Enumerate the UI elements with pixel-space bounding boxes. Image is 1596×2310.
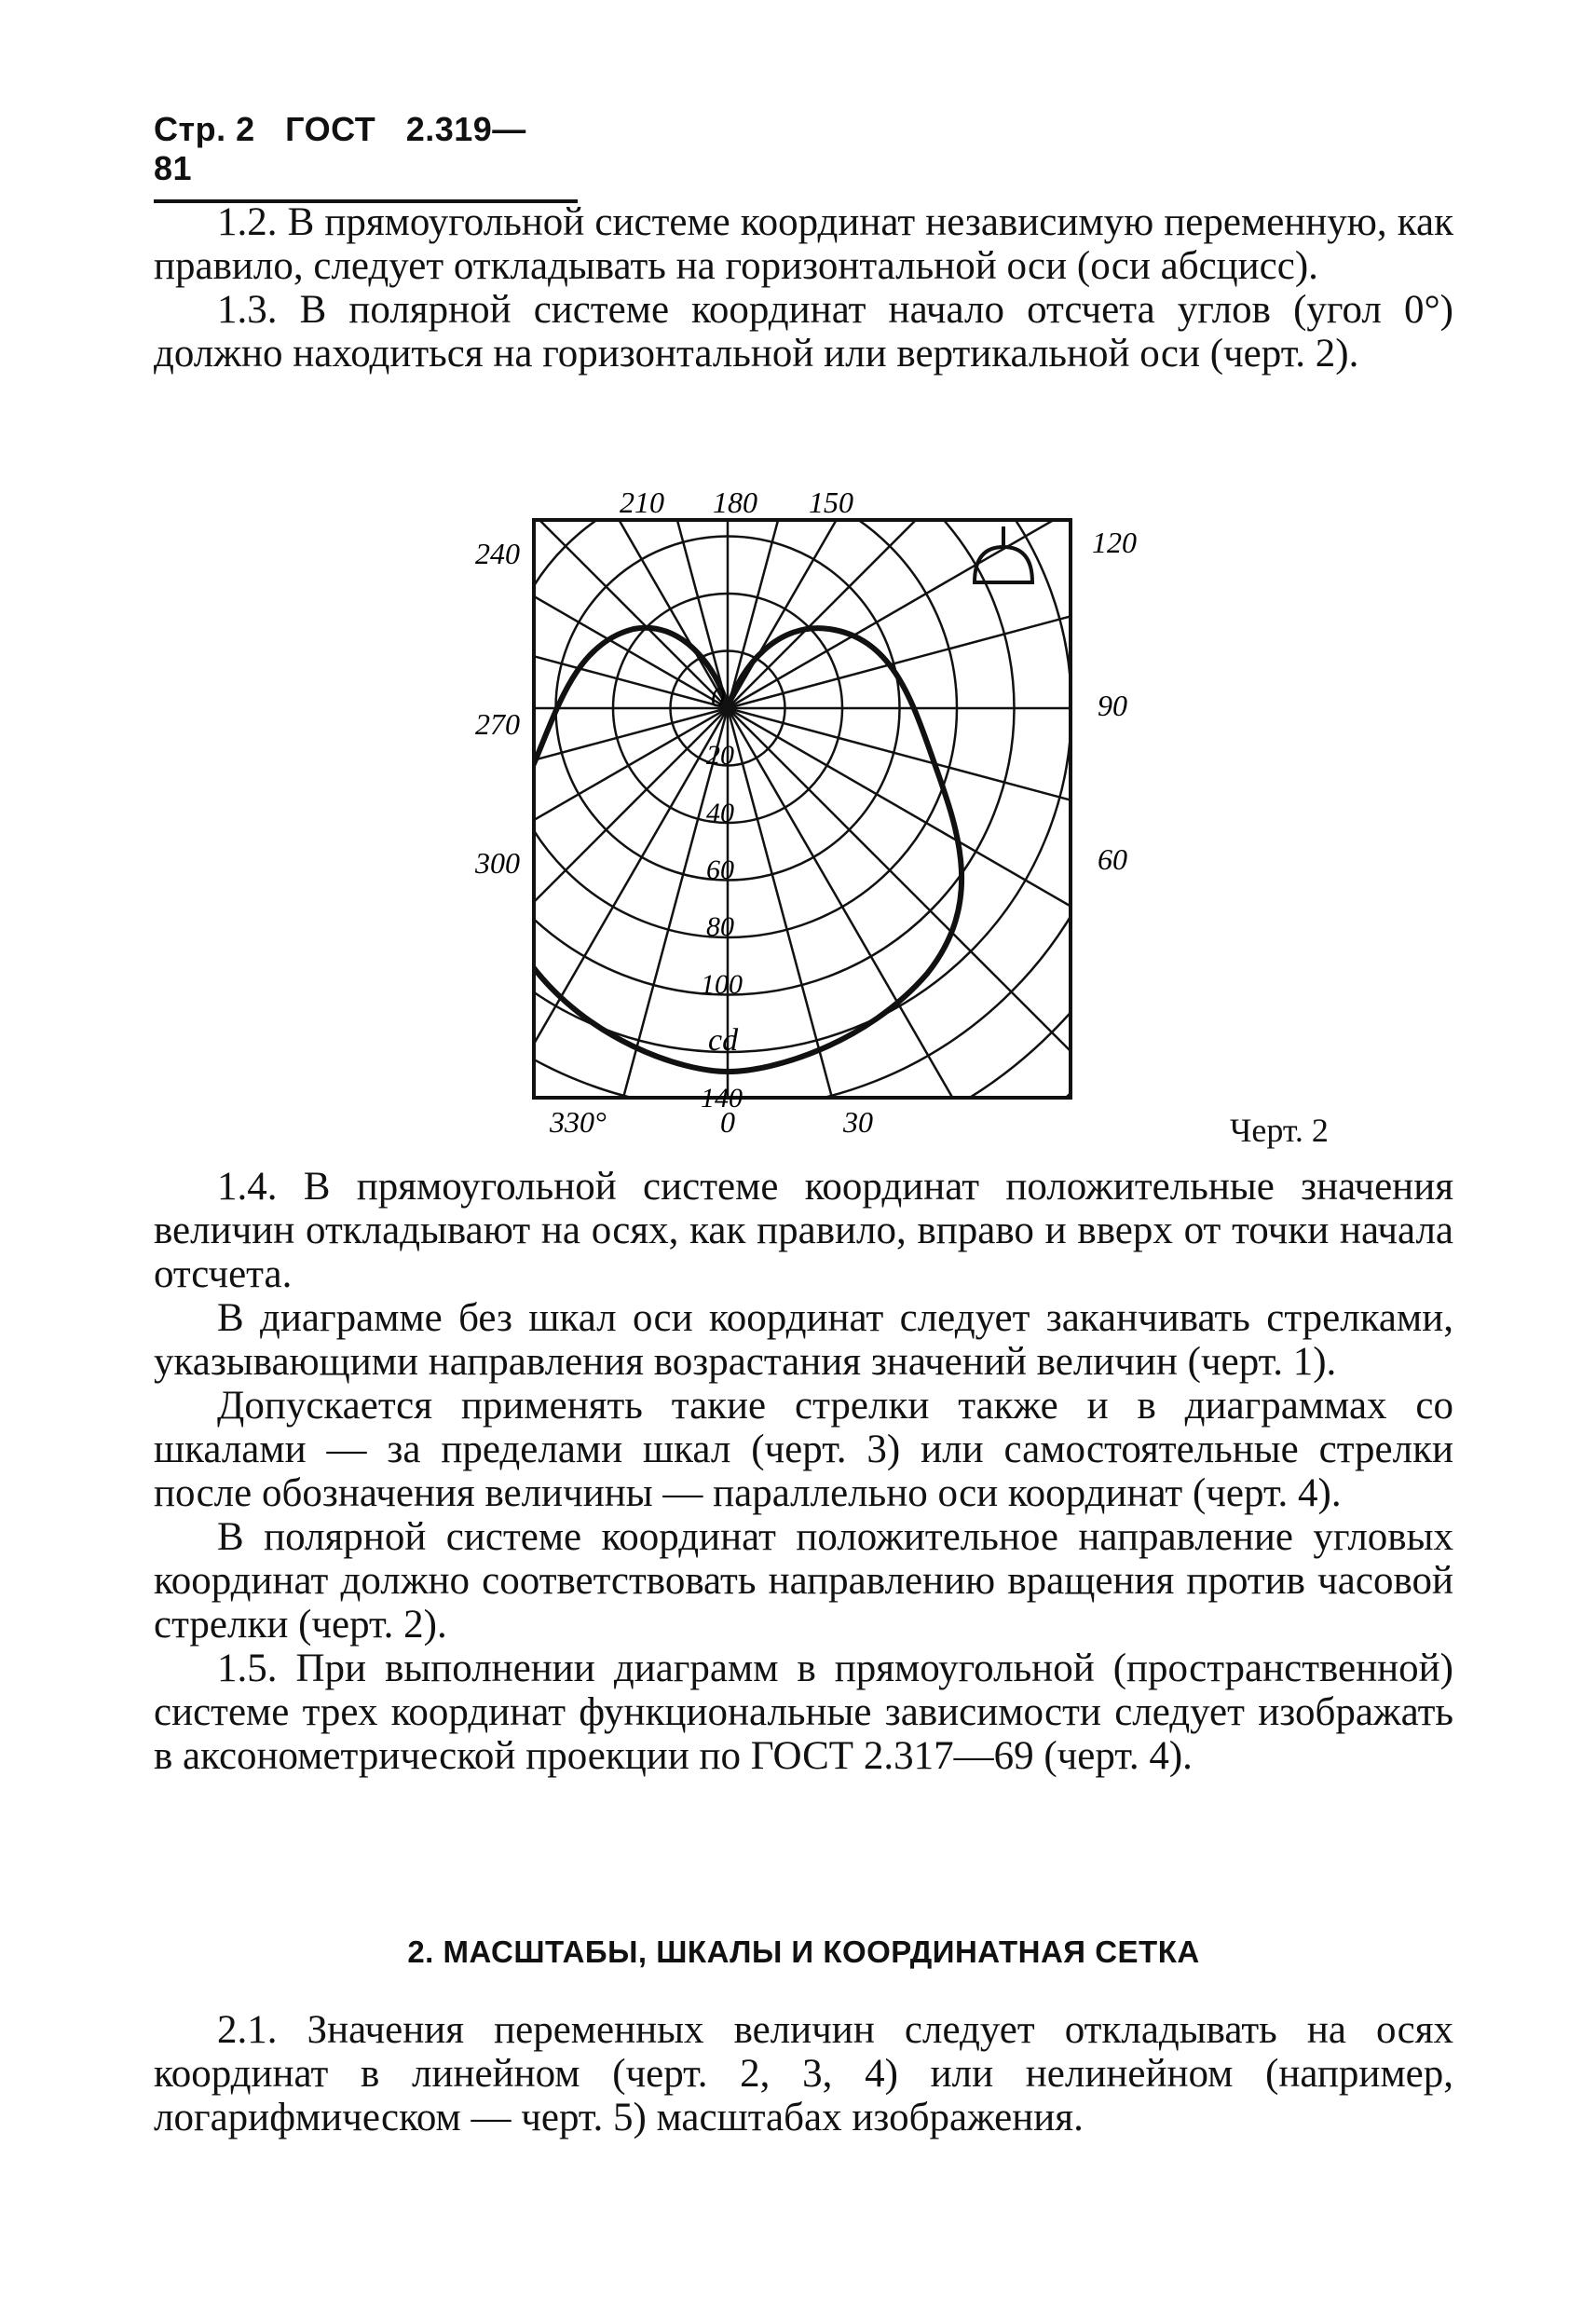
grid-ray (728, 480, 1155, 708)
paragraph-2-1: 2.1. Значения переменных величин следует откладывать на осях координат в линейном (черт. 2, 3, 4) или нелинейном (например, логарифмическом — черт. 5) масштабах изображения. (154, 2008, 1453, 2139)
grid-ray (728, 708, 1155, 1151)
polar-diagram (447, 480, 1155, 1151)
page-number: Стр. 2 (154, 110, 255, 148)
grid-rays (447, 480, 1155, 1151)
grid-ray (728, 708, 1155, 1151)
angle-label-240: 240 (475, 537, 520, 570)
radial-label-unit: cd (708, 1023, 739, 1058)
grid-ray (728, 480, 1155, 708)
grid-ray (447, 480, 728, 708)
standard-number: 2.319—81 (154, 110, 526, 187)
paragraph-1-2: 1.2. В прямоугольной системе координат независимую переменную, как правило, следует откладывать на горизонтальной оси (оси абсцисс). (154, 200, 1453, 288)
angle-label-60: 60 (1098, 842, 1127, 876)
angle-label-330: 330° (550, 1105, 607, 1139)
angle-label-30: 30 (843, 1105, 873, 1139)
angle-label-120: 120 (1092, 526, 1137, 559)
radial-label-100: 100 (701, 969, 743, 1000)
text-block-top (154, 200, 1453, 376)
grid-ray (728, 480, 1017, 708)
grid-ray (447, 480, 728, 708)
grid-ray (447, 480, 728, 708)
section-title: 2. МАСШТАБЫ, ШКАЛЫ И КООРДИНАТНАЯ СЕТКА (407, 1934, 1200, 1969)
paragraph-1-4: 1.4. В прямоугольной системе координат положительные значения величин откладывают на осях, как правило, вправо и вверх от точки начала отсчета. (154, 1165, 1453, 1296)
radial-label-140: 140 (701, 1083, 743, 1114)
angle-label-150: 150 (809, 485, 853, 519)
paragraph-allowed: Допускается применять такие стрелки также и в диаграммах со шкалами — за пределами шкал (черт. 3) или самостоятельные стрелки после обозначения величины — параллельно оси координат (черт. 4). (154, 1384, 1453, 1515)
figure-caption: Черт. 2 (1230, 1112, 1329, 1149)
paragraph-arrows: В диаграмме без шкал оси координат следует заканчивать стрелками, указывающими направления возрастания значений величин (черт. 1). (154, 1296, 1453, 1384)
angle-label-90: 90 (1098, 689, 1127, 722)
radial-label-60: 60 (706, 854, 734, 885)
angle-label-270: 270 (475, 707, 520, 741)
radial-label-80: 80 (706, 911, 734, 942)
radial-label-20: 20 (706, 740, 734, 771)
text-block-middle (154, 1165, 1453, 1778)
grid-ray (447, 480, 728, 708)
standard-label: ГОСТ (285, 110, 376, 148)
angle-label-0: 0 (720, 1105, 735, 1139)
radial-label-40: 40 (706, 798, 734, 828)
radial-scale (701, 682, 743, 1114)
grid-ray (728, 708, 1155, 1151)
page-header (154, 110, 578, 203)
grid-ray (728, 480, 1155, 708)
grid-ray (447, 480, 728, 708)
angle-label-300: 300 (475, 846, 520, 880)
grid-ray (728, 480, 1155, 708)
radial-label-0: 0 (711, 682, 725, 713)
polar-diagram-svg (447, 480, 1155, 1151)
intensity-curve (503, 628, 962, 1072)
polar-grid (447, 480, 1155, 1151)
paragraph-1-5: 1.5. При выполнении диаграмм в прямоугольной (пространственной) системе трех координат функциональные зависимости следует изображать в аксонометрической проекции по ГОСТ 2.317—69 (черт. 4). (154, 1647, 1453, 1778)
angle-label-180: 180 (713, 485, 757, 519)
text-block-bottom (154, 2008, 1453, 2139)
paragraph-1-3: 1.3. В полярной системе координат начало отсчета углов (угол 0°) должно находиться на горизонтальной или вертикальной оси (черт. 2). (154, 288, 1453, 376)
angle-label-210: 210 (620, 485, 664, 519)
paragraph-polar-direction: В полярной системе координат положительное направление угловых координат должно соответствовать направлению вращения против часовой стрелки (черт. 2). (154, 1515, 1453, 1647)
